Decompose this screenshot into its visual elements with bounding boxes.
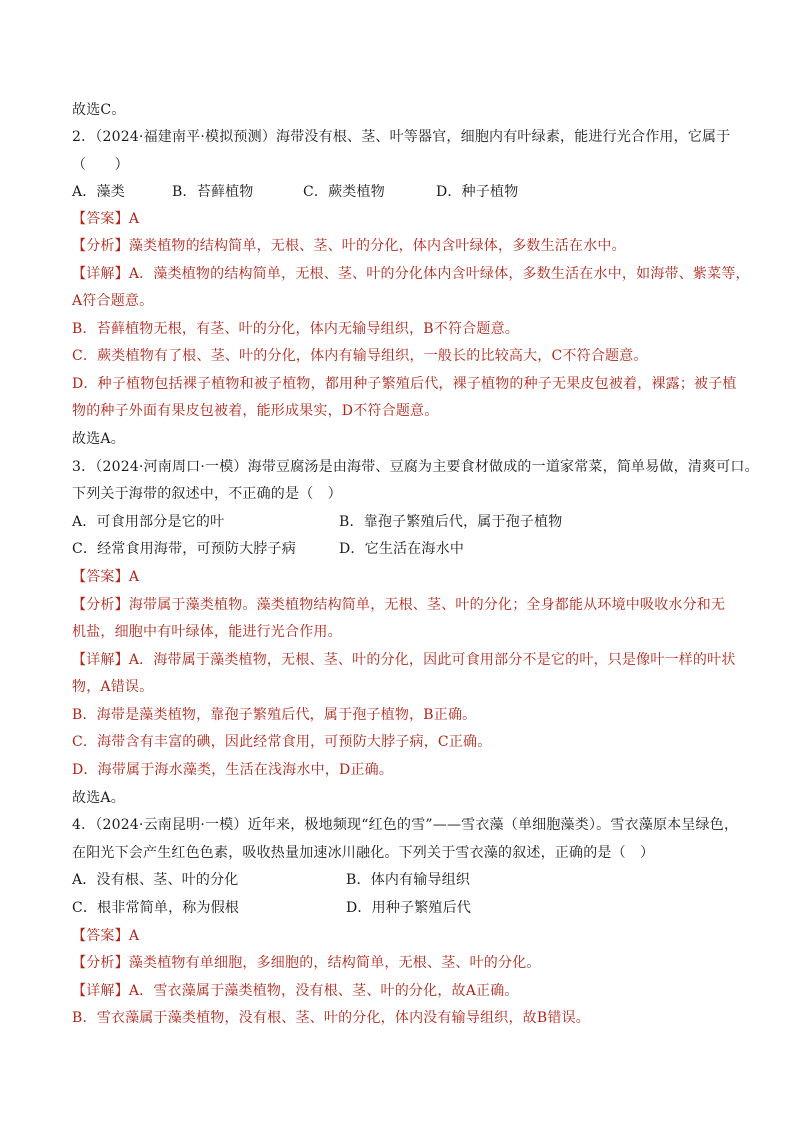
q2-answer: 【答案】A [72,211,140,227]
q2-option-c: C．蕨类植物 [303,184,385,200]
q2-detail-a: 【详解】A．藻类植物的结构简单，无根、茎、叶的分化体内含叶绿体，多数生活在水中，如海带、紫菜等， [72,266,750,282]
question-4-stem: 4．（2024·云南昆明·一模）近年来，极地频现“红色的雪”——雪衣藻（单细胞藻类）。雪衣藻原本呈绿色， [72,817,739,833]
conclusion-q1: 故选C。 [72,102,126,118]
question-4-options-row2 [72,899,722,917]
q3-option-b: B．靠孢子繁殖后代，属于孢子植物 [339,514,563,530]
q3-detail-a-cont: 物，A错误。 [72,679,154,695]
q3-detail-b: B．海带是藻类植物，靠孢子繁殖后代，属于孢子植物，B正确。 [72,707,477,723]
q2-option-b: B．苔藓植物 [172,184,254,200]
q4-option-c: C．根非常简单，称为假根 [72,900,240,916]
q3-option-d: D．它生活在海水中 [339,541,465,557]
q2-detail-a-cont: A符合题意。 [72,293,154,309]
q3-analysis: 【分析】海带属于藻类植物。藻类植物结构简单，无根、茎、叶的分化；全身都能从环境中吸收水分和无 [72,597,726,613]
question-4-options-row1 [72,871,722,889]
q4-detail-b: B．雪衣藻属于藻类植物，没有根、茎、叶的分化，体内没有输导组织，故B错误。 [72,1010,590,1026]
question-4-stem-cont: 在阳光下会产生红色色素，吸收热量加速冰川融化。下列关于雪衣藻的叙述，正确的是（ ） [72,845,655,861]
q2-detail-d: D．种子植物包括裸子植物和被子植物，都用种子繁殖后代，裸子植物的种子无果皮包被着，裸露；被子植 [72,376,737,392]
q2-option-d: D．种子植物 [436,184,519,200]
q4-option-b: B．体内有输导组织 [346,872,471,888]
question-2-options [72,183,722,201]
q3-detail-c: C．海带含有丰富的碘，因此经常食用，可预防大脖子病，C正确。 [72,734,492,750]
q4-analysis: 【分析】藻类植物有单细胞，多细胞的，结构简单，无根、茎、叶的分化。 [72,955,541,971]
q2-detail-b: B．苔藓植物无根，有茎、叶的分化，体内无输导组织，B不符合题意。 [72,321,519,337]
q3-analysis-cont: 机盐，细胞中有叶绿体，能进行光合作用。 [72,624,342,640]
q2-detail-c: C．蕨类植物有了根、茎、叶的分化，体内有输导组织，一般长的比较高大，C不符合题意。 [72,348,648,364]
q2-analysis: 【分析】藻类植物的结构简单，无根、茎、叶的分化，体内含叶绿体，多数生活在水中。 [72,238,626,254]
q3-option-a: A．可食用部分是它的叶 [72,514,225,530]
q2-option-a: A．藻类 [72,184,125,200]
question-2-bracket: （ ） [72,157,129,173]
q3-option-c: C．经常食用海带，可预防大脖子病 [72,541,296,557]
q4-answer: 【答案】A [72,928,140,944]
q3-detail-a: 【详解】A．海带属于藻类植物，无根、茎、叶的分化，因此可食用部分不是它的叶，只是像叶一样的叶状 [72,652,736,668]
q4-option-d: D．用种子繁殖后代 [346,900,472,916]
question-3-stem: 3．（2024·河南周口·一模）海带豆腐汤是由海带、豆腐为主要食材做成的一道家常菜，简单易做，清爽可口。 [72,459,759,475]
conclusion-q3: 故选A。 [72,790,125,806]
question-3-options-row1 [72,513,722,531]
question-3-stem-cont: 下列关于海带的叙述中，不正确的是（ ） [72,486,342,502]
question-2-stem: 2．（2024·福建南平·模拟预测）海带没有根、茎、叶等器官，细胞内有叶绿素，能进行光合作用，它属于 [72,129,731,145]
conclusion-q2: 故选A。 [72,431,125,447]
q4-option-a: A．没有根、茎、叶的分化 [72,872,239,888]
question-3-options-row2 [72,540,722,558]
q4-detail-a: 【详解】A．雪衣藻属于藻类植物，没有根、茎、叶的分化，故A正确。 [72,983,519,999]
q2-detail-d-cont: 物的种子外面有果皮包被着，能形成果实，D不符合题意。 [72,403,439,419]
q3-answer: 【答案】A [72,569,140,585]
q3-detail-d: D．海带属于海水藻类，生活在浅海水中，D正确。 [72,762,394,778]
